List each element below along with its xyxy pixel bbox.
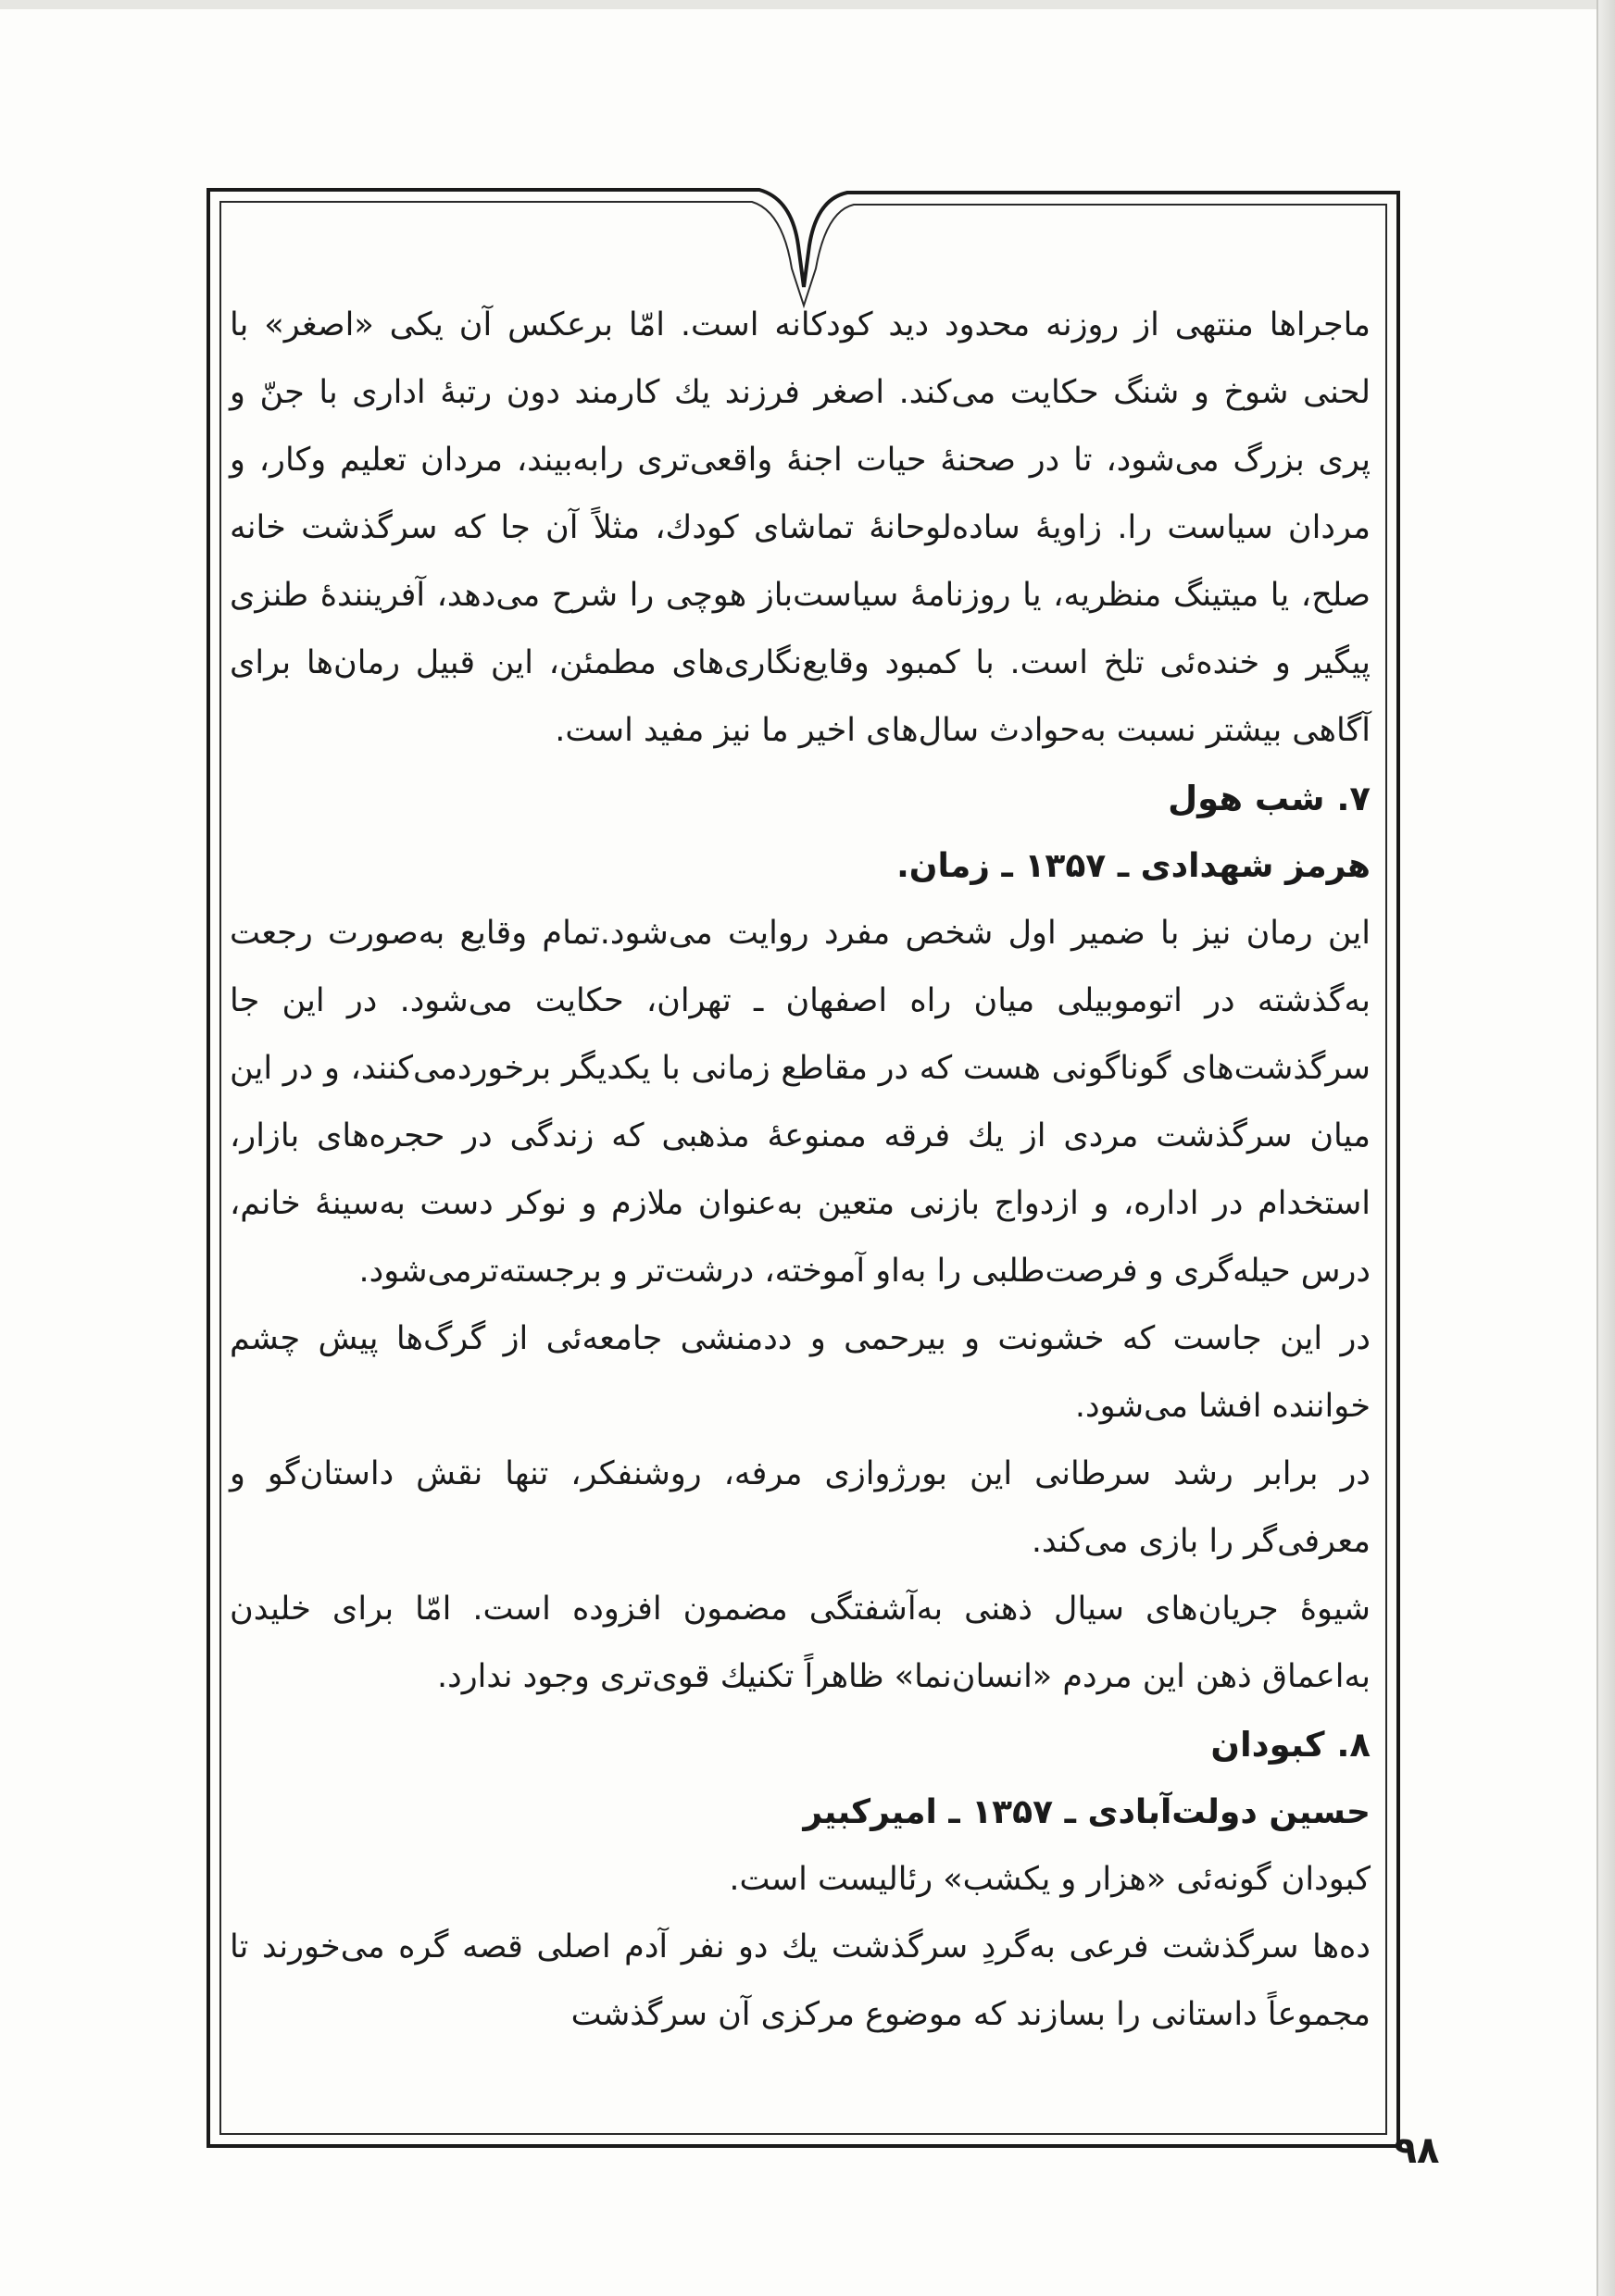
section-heading: ۷. شب هول xyxy=(1168,779,1371,818)
section-heading: ۸. کبودان xyxy=(1210,1725,1371,1765)
body-paragraph: ماجراها منتهی از روزنه محدود دید کودکانه است. امّا برعکس آن یکی «اصغر» با لحنی شوخ و شنگ حکایت می‌کند. اصغر فرزند یك کارمند دون رتبهٔ اداری با جنّ و پری بزرگ می‌شود، تا در صحنهٔ حیات اجنهٔ واقعی‌تری را‌به‌بیند، مردان تعلیم وکار، و مردان سیاست را. زاویهٔ ساده‌لوحانهٔ تماشای کودك، مثلاً آن جا که سرگذشت خانه صلح، یا میتینگ منظریه، یا روزنامهٔ سیاست‌باز هوچی را شرح می‌دهد، آفرینندهٔ طنزی پیگیر و خنده‌ئی تلخ است. با کمبود وقایع‌نگاری‌های مطمئن، این قبیل رمان‌ها برای آگاهی بیشتر نسبت به‌حوادث سال‌های اخیر ما نیز مفید است. xyxy=(230,306,1371,749)
page-body xyxy=(230,292,1371,2049)
page-number: ۹۸ xyxy=(1394,2129,1440,2172)
section-subheading: هرمز شهدادی ـ ۱۳۵۷ ـ زمان. xyxy=(896,847,1371,885)
body-paragraph: در این جاست که خشونت و بیرحمی و ددمنشی جامعه‌ئی از گرگ‌ها پیش چشم خواننده افشا می‌شود. xyxy=(230,1320,1371,1425)
body-paragraph: ده‌ها سرگذشت فرعی به‌گردِ سرگذشت یك دو نفر آدم اصلی قصه گره می‌خورند تا مجموعاً داستانی را بسازند که موضوع مرکزی آن سرگذشت xyxy=(230,1928,1371,2033)
body-paragraph: در برابر رشد سرطانی این بورژوازی مرفه، روشنفکر، تنها نقش داستان‌گو و معرفی‌گر را بازی می‌کند. xyxy=(230,1455,1371,1560)
section-subheading: حسین دولت‌آبادی ـ ۱۳۵۷ ـ امیرکبیر xyxy=(803,1793,1371,1831)
body-paragraph: شیوهٔ جریان‌های سیال ذهنی به‌آشفتگی مضمون افزوده است. امّا برای خلیدن به‌اعماق ذهن این مردم «انسان‌نما» ظاهراً تکنیك قوی‌تری وجود ندارد. xyxy=(230,1591,1371,1695)
body-paragraph: این رمان نیز با ضمیر اول شخص مفرد روایت می‌شود.تمام وقایع به‌صورت رجعت به‌گذشته در اتوموبیلی میان راه اصفهان ـ تهران، حکایت می‌شود. در این جا سرگذشت‌های گوناگونی هست که در مقاطع زمانی با یکدیگر برخوردمی‌کنند، و در این میان سرگذشت مردی از یك فرقه ممنوعهٔ مذهبی که زندگی در حجره‌های بازار، استخدام در اداره، و ازدواج بازنی متعین به‌عنوان ملازم و نوکر دست به‌سینهٔ خانم، درس حیله‌گری و فرصت‌طلبی را به‌او آموخته، درشت‌تر و برجسته‌ترمی‌شود. xyxy=(230,915,1371,1290)
body-paragraph: کبودان گونه‌ئی «هزار و یکشب» رئالیست است. xyxy=(729,1861,1371,1898)
